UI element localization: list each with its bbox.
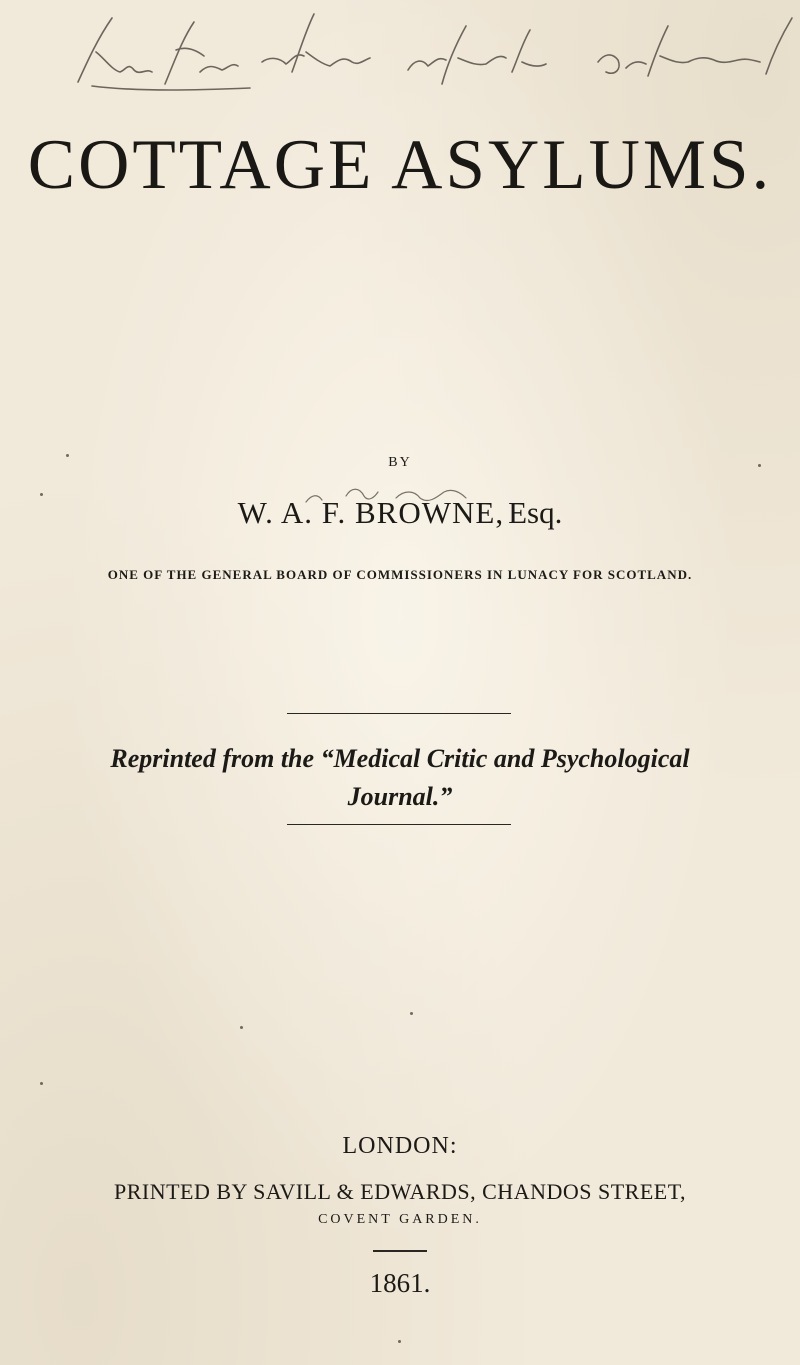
imprint-printer: PRINTED BY SAVILL & EDWARDS, CHANDOS STREET, xyxy=(113,1179,687,1204)
by-line: BY xyxy=(388,455,412,470)
reprint-source: “Medical Critic and Psychological Journal.” xyxy=(320,744,690,811)
upper-rule xyxy=(287,713,511,714)
ink-speck xyxy=(66,454,69,457)
author-affiliation: ONE OF THE GENERAL BOARD OF COMMISSIONERS IN LUNACY FOR SCOTLAND. xyxy=(107,567,693,582)
reprint-prefix: Reprinted from the xyxy=(110,744,315,773)
author-name: W. A. F. BROWNE, xyxy=(237,495,505,530)
lower-rule xyxy=(287,824,511,825)
imprint-place: COVENT GARDEN. xyxy=(318,1212,482,1227)
book-title: COTTAGE ASYLUMS. xyxy=(27,126,773,204)
ink-speck xyxy=(40,493,43,496)
author-suffix: Esq. xyxy=(508,495,563,530)
ink-speck xyxy=(758,464,761,467)
ink-speck xyxy=(398,1340,401,1343)
reprint-notice xyxy=(60,740,740,816)
imprint-city: LONDON: xyxy=(342,1133,458,1159)
handwritten-annotation xyxy=(0,0,800,110)
author-line xyxy=(0,495,800,531)
ink-speck xyxy=(410,1012,413,1015)
imprint-year: 1861. xyxy=(369,1268,431,1298)
ink-speck xyxy=(40,1082,43,1085)
imprint-rule xyxy=(373,1250,427,1252)
ink-speck xyxy=(240,1026,243,1029)
